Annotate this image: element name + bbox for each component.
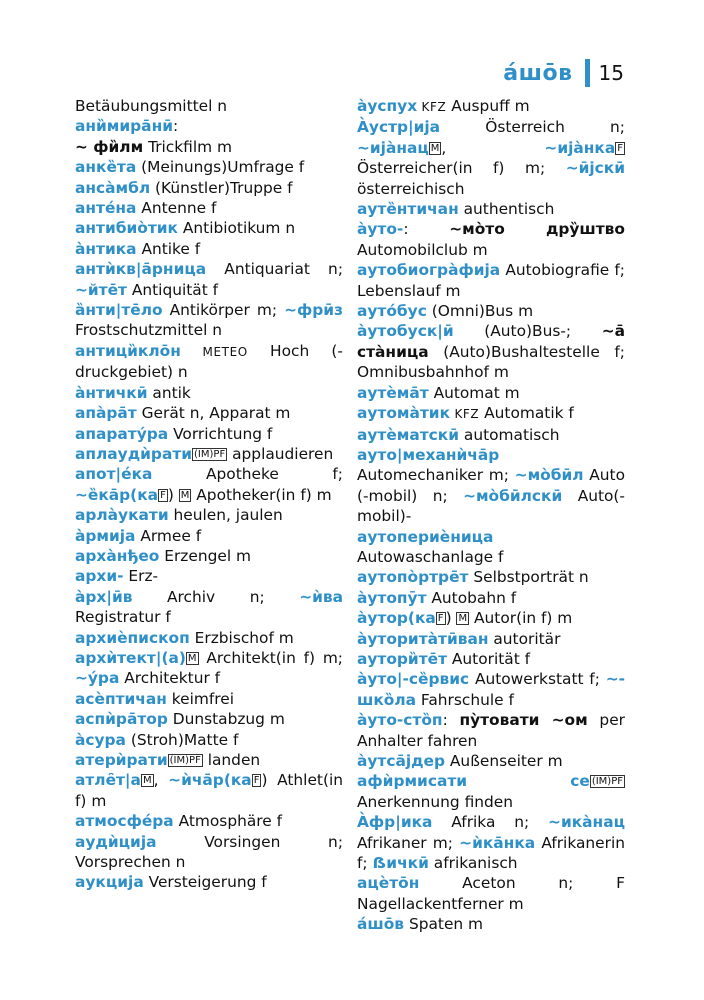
headword: асѐптичан <box>75 689 167 708</box>
translation: Spaten m <box>404 915 484 934</box>
headword: аутобиогра̀фија <box>357 261 501 280</box>
phrase: ~а̄ ста̀ница <box>357 322 625 361</box>
translation: heulen, jaulen <box>168 506 283 525</box>
headword: ~мо̀бӣлскӣ <box>463 486 563 505</box>
translation: Auto(-mobil)- <box>357 486 625 526</box>
headword: анте́на <box>75 199 137 218</box>
dictionary-entry <box>357 669 625 710</box>
translation: Antenne f <box>136 199 217 218</box>
translation: , <box>153 771 169 790</box>
translation: Vorrichtung f <box>168 424 273 443</box>
headword: ẞичкӣ <box>372 854 429 873</box>
headword: атерѝрати <box>75 751 168 769</box>
grammar-box: M <box>458 613 468 625</box>
translation: Afrikanerin f; <box>357 833 625 873</box>
headword: А̀устр|ија <box>357 118 441 137</box>
headword: аутори̏те̄т <box>357 649 447 668</box>
dictionary-entry <box>357 710 625 751</box>
headword: ~ӣјскӣ <box>565 159 625 178</box>
headword: а̀утор(ка <box>357 609 436 628</box>
headword: а̀рх|ӣв <box>75 587 133 606</box>
dictionary-entry <box>357 403 625 424</box>
dictionary-entry <box>357 260 625 301</box>
translation: Österreich n; <box>440 118 625 137</box>
dictionary-entry <box>357 219 625 260</box>
phrase: пу̀товати ~ом <box>459 711 588 730</box>
translation: Automatik f <box>479 404 574 423</box>
dictionary-entry <box>75 811 343 831</box>
headword: ~ија̀нац <box>357 138 429 157</box>
dictionary-entry <box>75 218 343 238</box>
dictionary-entry <box>75 709 343 729</box>
translation: Autobiografie f; Lebenslauf m <box>357 261 625 300</box>
headword: ~ика̀нац <box>548 813 625 832</box>
translation: landen <box>202 751 261 769</box>
translation: (Meinungs)Umfrage f <box>136 158 305 177</box>
headword: аутома̀тик <box>357 404 451 423</box>
translation: Hoch (-druckgebiet) n <box>75 341 343 382</box>
headword: апот|е́ка <box>75 465 153 484</box>
translation: Automechaniker m; <box>357 466 515 485</box>
translation: Registratur f <box>75 608 171 627</box>
headword: апарату́ра <box>75 424 169 443</box>
translation: Architekt(in f) m; <box>198 648 343 667</box>
translation: Architektur f <box>119 669 221 688</box>
translation: ) Athlet(in f) m <box>75 771 343 810</box>
headword: аутопериѐница <box>357 527 494 546</box>
dictionary-entry <box>357 567 625 587</box>
headword: а̀утса̄јдер <box>357 752 446 770</box>
dictionary-entry <box>357 608 625 628</box>
dictionary-entry <box>75 403 343 423</box>
translation: Auspuff m <box>446 97 530 115</box>
headword: а́шо̄в <box>357 915 405 934</box>
headword: антици̏кло̄н <box>75 341 181 360</box>
dictionary-entry <box>75 505 343 525</box>
translation: Anerkennung finden <box>357 792 514 811</box>
dictionary-entry <box>357 425 625 445</box>
dictionary-entry <box>75 628 343 648</box>
headword: ~ѝва <box>299 587 343 606</box>
header-separator <box>585 59 590 87</box>
translation: : <box>403 220 450 239</box>
dictionary-entry <box>357 527 625 568</box>
translation: ) <box>445 609 457 628</box>
translation: Antike f <box>136 239 201 258</box>
field-label: KFZ <box>450 407 480 422</box>
headword: антибио̀тик <box>75 219 178 238</box>
left-column <box>75 96 343 893</box>
headword: а̏нти|те̄ло <box>75 301 163 320</box>
translation: (Auto)Bushaltestelle f; Omnibusbahnhof m <box>357 342 625 382</box>
headword: а̀сура <box>75 730 126 749</box>
translation: afrikanisch <box>428 854 518 873</box>
headword: а̀утопӯт <box>357 588 427 607</box>
dictionary-entry <box>75 464 343 505</box>
dictionary-entry <box>75 157 343 177</box>
dictionary-entry <box>75 96 343 116</box>
grammar-box: M <box>142 775 152 787</box>
headword: аутѐма̄т <box>357 383 429 402</box>
dictionary-entry <box>75 198 343 218</box>
translation: : <box>442 711 460 730</box>
dictionary-entry <box>357 914 625 934</box>
dictionary-entry <box>357 873 625 914</box>
running-headword: а́шо̄в <box>503 60 573 86</box>
grammar-box: M <box>430 142 440 154</box>
dictionary-entry <box>75 872 343 892</box>
translation: n <box>217 97 228 115</box>
translation: Auto (-mobil) n; <box>357 466 625 505</box>
phrase: ~ фи̏лм <box>75 137 144 156</box>
headword: ~фрӣз <box>284 301 343 320</box>
dictionary-entry <box>357 588 625 608</box>
dictionary-entry <box>357 321 625 382</box>
translation: Betäubungsmittel <box>75 97 218 115</box>
translation: Aceton n; F Nagellackentferner m <box>357 874 625 913</box>
translation: Autorität f <box>447 649 531 668</box>
page-header <box>503 58 624 88</box>
dictionary-entry <box>75 424 343 444</box>
field-label: KFZ <box>417 100 447 114</box>
translation: Erzengel m <box>159 546 252 565</box>
headword: аудѝција <box>75 832 157 851</box>
translation: (Auto)Bus-; <box>453 322 602 341</box>
dictionary-entry <box>357 199 625 219</box>
dictionary-entry <box>75 689 343 709</box>
dictionary-entry <box>357 751 625 771</box>
translation: Archiv n; <box>132 587 300 606</box>
translation: autoritär <box>488 629 561 648</box>
phrase: ~мо̀то дру̏штво <box>449 220 625 239</box>
translation: Automobilclub m <box>357 240 488 259</box>
headword: ~мо̀бӣл <box>514 466 584 485</box>
grammar-box: (IM)PF <box>194 448 226 460</box>
grammar-box: F <box>437 613 444 625</box>
headword: а̀уто- <box>357 220 404 239</box>
translation: applaudieren <box>227 444 334 463</box>
translation: (Omni)Bus m <box>426 302 534 321</box>
translation: per Anhalter fahren <box>357 711 625 750</box>
dictionary-entry <box>75 116 343 136</box>
translation: Armee f <box>135 526 202 545</box>
dictionary-entry <box>75 730 343 750</box>
dictionary-entry <box>357 96 625 117</box>
grammar-box: (IM)PF <box>169 755 201 766</box>
dictionary-entry <box>75 178 343 198</box>
headword: аплаудѝрати <box>75 444 193 463</box>
headword: ~-шко̏ла <box>357 670 625 709</box>
dictionary-entry <box>357 301 625 321</box>
headword: а̀уто-сто̏п <box>357 711 443 730</box>
headword: атле̑т|а <box>75 771 141 790</box>
translation: antik <box>147 383 191 402</box>
headword: ~ија̀нка <box>544 138 616 157</box>
dictionary-entry <box>75 526 343 546</box>
headword: архѝтект|(а) <box>75 648 186 667</box>
grammar-box: M <box>187 652 197 664</box>
right-column <box>357 96 625 935</box>
grammar-box: M <box>180 489 190 501</box>
field-label: METEO <box>180 344 248 359</box>
translation: Dunstabzug m <box>167 710 285 729</box>
headword: ~у́ра <box>75 669 120 688</box>
translation: Erzbischof m <box>189 628 294 647</box>
headword: арла̀укати <box>75 506 169 525</box>
headword: ~йте̄т <box>75 280 127 299</box>
translation: Automat m <box>428 383 520 402</box>
grammar-box: F <box>160 489 166 501</box>
translation: Afrikaner m; <box>357 833 460 852</box>
headword: антѝкв|а̄рница <box>75 260 207 279</box>
translation: Atmosphäre f <box>173 812 283 831</box>
headword: ауте̏нтичан <box>357 200 459 219</box>
translation: Antikörper m; <box>162 301 285 320</box>
translation: ) <box>167 485 179 504</box>
translation: Antibiotikum n <box>177 219 296 238</box>
dictionary-entry <box>75 648 343 689</box>
headword: аутѐматскӣ <box>357 425 460 444</box>
translation: authentisch <box>458 200 555 219</box>
headword: а̀уто|-се̏рвис <box>357 670 470 689</box>
headword: ани̏мира̄нӣ <box>75 117 173 136</box>
dictionary-entry <box>75 383 343 403</box>
dictionary-entry <box>357 771 625 812</box>
headword: ацѐто̄н <box>357 874 420 893</box>
translation: Fahrschule f <box>416 690 514 709</box>
dictionary-entry <box>75 444 343 464</box>
translation: Autowerkstatt f; <box>469 670 606 689</box>
dictionary-entry <box>357 117 625 199</box>
translation: automatisch <box>459 425 560 444</box>
dictionary-entry <box>75 546 343 566</box>
dictionary-entry <box>75 137 343 157</box>
dictionary-entry <box>357 445 625 527</box>
translation: Antiquariat n; <box>206 260 343 279</box>
dictionary-entry <box>75 259 343 300</box>
headword: ~е̏ка̄р(ка <box>75 485 159 504</box>
grammar-box: (IM)PF <box>591 776 623 788</box>
translation: Vorsingen n; Vorsprechen n <box>75 832 343 872</box>
headword: апа̀ра̄т <box>75 404 137 423</box>
headword: ~ѝка̄нка <box>459 833 536 852</box>
page-number: 15 <box>598 61 624 85</box>
translation: Österreicher(in f) m; <box>357 159 566 178</box>
headword: а̀успух <box>357 97 418 115</box>
headword: архи- <box>75 567 124 586</box>
translation: Gerät n, Apparat m <box>136 404 291 423</box>
dictionary-entry <box>75 832 343 873</box>
headword: арха̀нђео <box>75 546 160 565</box>
headword: анса̀мбл <box>75 178 151 197</box>
translation: Autor(in f) m <box>469 609 573 628</box>
headword: а̀нтика <box>75 239 137 258</box>
translation: (Künstler)Truppe f <box>150 178 293 197</box>
translation: Afrika n; <box>432 813 549 832</box>
headword: а̀уторита̀тӣван <box>357 629 489 648</box>
translation: : <box>173 117 179 136</box>
grammar-box: F <box>253 775 260 787</box>
dictionary-entry <box>75 587 343 628</box>
dictionary-entry <box>357 383 625 403</box>
dictionary-entry <box>75 566 343 586</box>
headword: а̀рмија <box>75 526 136 545</box>
dictionary-entry <box>75 770 343 811</box>
headword: ауто́бус <box>357 302 427 321</box>
headword: а̀утобуск|ӣ <box>357 322 454 341</box>
dictionary-entry <box>357 649 625 669</box>
translation: (Stroh)Matte f <box>125 730 239 749</box>
headword: аукција <box>75 873 144 892</box>
translation: Apotheke f; <box>152 465 343 484</box>
grammar-box: F <box>617 142 623 154</box>
translation: Autowaschanlage f <box>357 547 504 566</box>
dictionary-entry <box>75 300 343 341</box>
translation: Autobahn f <box>426 588 517 607</box>
headword: а̀нтичкӣ <box>75 383 148 402</box>
dictionary-entry <box>75 341 343 383</box>
translation: Erz- <box>123 567 159 586</box>
translation: Versteigerung f <box>143 873 267 892</box>
dictionary-entry <box>357 629 625 649</box>
headword: аспѝра̄тор <box>75 710 168 729</box>
translation: keimfrei <box>166 689 235 708</box>
headword: архиѐпископ <box>75 628 190 647</box>
translation: Außenseiter m <box>445 752 563 770</box>
dictionary-entry <box>75 750 343 770</box>
headword: атмосфе́ра <box>75 812 174 831</box>
translation: Apotheker(in f) m <box>191 485 332 504</box>
headword: аутопо̀ртре̄т <box>357 568 469 587</box>
translation: Trickfilm m <box>143 137 233 156</box>
dictionary-entry <box>357 812 625 873</box>
headword: ~ѝча̄р(ка <box>168 771 252 790</box>
dictionary-entry <box>75 239 343 259</box>
headword: анке̏та <box>75 158 137 177</box>
headword: ауто|механѝча̄р <box>357 445 500 464</box>
translation: , <box>441 138 545 157</box>
headword: афѝрмисати се <box>357 772 590 791</box>
translation: österreichisch <box>357 179 465 198</box>
translation: Antiquität f <box>126 280 219 299</box>
translation: Selbstporträt n <box>468 568 589 587</box>
translation: Frostschutzmittel n <box>75 321 223 340</box>
headword: А̀фр|ика <box>357 813 433 832</box>
